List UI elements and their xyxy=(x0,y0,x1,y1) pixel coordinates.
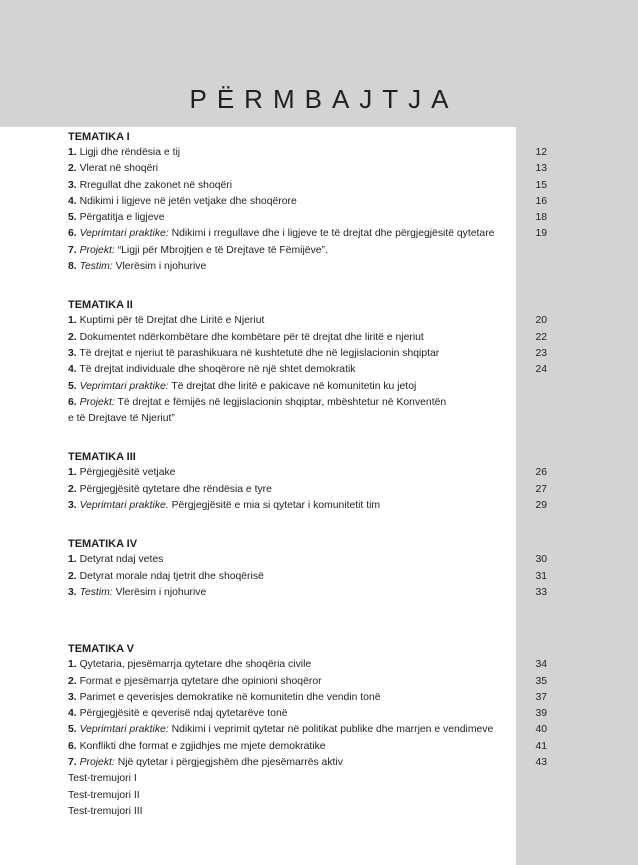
entry-number: 1. xyxy=(68,659,77,671)
toc-entry[interactable] xyxy=(68,379,548,395)
toc-entry[interactable] xyxy=(68,411,548,427)
entry-page-number: 18 xyxy=(535,212,547,224)
entry-number: 3. xyxy=(68,691,77,703)
entry-title: Ndikimi i rregullave dhe i ligjeve te të drejtat dhe përgjegjësitë qytetare xyxy=(171,228,495,240)
entry-number: 1. xyxy=(68,315,77,327)
toc-entry[interactable] xyxy=(68,771,548,787)
entry-label: Veprimtari praktike: xyxy=(79,228,169,240)
toc-entry[interactable] xyxy=(68,657,548,673)
toc-entry[interactable] xyxy=(68,210,548,226)
toc-entry[interactable] xyxy=(68,362,548,378)
entry-number: 6. xyxy=(68,740,77,752)
section-heading: TEMATIKA V xyxy=(68,643,134,656)
entry-title: e të Drejtave të Njeriut” xyxy=(68,413,175,425)
toc-section xyxy=(68,536,548,601)
entry-label: Veprimtari praktike: xyxy=(79,380,169,392)
entry-number: 1. xyxy=(68,554,77,566)
entry-page-number: 35 xyxy=(535,675,547,687)
toc-entry[interactable] xyxy=(68,346,548,362)
section-heading: TEMATIKA II xyxy=(68,299,133,312)
entry-title: “Ligji për Mbrojtjen e të Drejtave të Fëmijëve”. xyxy=(117,244,328,256)
toc-entry[interactable] xyxy=(68,313,548,329)
toc-entry[interactable] xyxy=(68,569,548,585)
entry-title: Rregullat dhe zakonet në shoqëri xyxy=(79,179,233,191)
entry-number: 3. xyxy=(68,586,77,598)
toc-entry[interactable] xyxy=(68,788,548,804)
entry-page-number: 40 xyxy=(535,724,547,736)
entry-title: Detyrat ndaj vetes xyxy=(79,554,164,566)
entry-title: Ndikimi i ligjeve në jetën vetjake dhe shoqërore xyxy=(79,195,297,207)
toc-section xyxy=(68,641,548,820)
entry-page-number: 16 xyxy=(535,195,547,207)
entry-title: Parimet e qeverisjes demokratike në komunitetin dhe vendin tonë xyxy=(79,691,381,703)
entry-title: Vlerësim i njohurive xyxy=(115,586,207,598)
toc-entry[interactable] xyxy=(68,226,548,242)
entry-title: Të drejtat e njeriut të parashikuara në kushtetutë dhe në legjislacionin shqiptar xyxy=(79,347,440,359)
toc-entry[interactable] xyxy=(68,194,548,210)
entry-page-number: 29 xyxy=(535,500,547,512)
entry-number: 2. xyxy=(68,163,77,175)
entry-number: 4. xyxy=(68,195,77,207)
entry-title: Qytetaria, pjesëmarrja qytetare dhe shoqëria civile xyxy=(79,659,312,671)
entry-page-number: 37 xyxy=(535,691,547,703)
entry-number: 3. xyxy=(68,347,77,359)
entry-label: Veprimtari praktike: xyxy=(79,724,169,736)
entry-title: Të drejtat individuale dhe shoqërore në një shtet demokratik xyxy=(79,364,356,376)
entry-page-number: 26 xyxy=(535,467,547,479)
entry-title: Një qytetar i përgjegjshëm dhe pjesëmarrës aktiv xyxy=(117,757,343,769)
entry-page-number: 31 xyxy=(535,570,547,582)
toc-entry[interactable] xyxy=(68,259,548,275)
entry-number: 1. xyxy=(68,147,77,158)
entry-number: 2. xyxy=(68,570,77,582)
entry-label: Testim: xyxy=(79,261,113,273)
entry-title: Vlerat në shoqëri xyxy=(79,163,159,175)
entry-page-number: 27 xyxy=(535,483,547,495)
entry-number: 6. xyxy=(68,228,77,240)
entry-title: Përgjegjësitë e mia si qytetar i komunitetit tim xyxy=(171,500,381,512)
entry-number: 2. xyxy=(68,675,77,687)
entry-title: Test-tremujori III xyxy=(68,805,143,817)
entry-page-number: 20 xyxy=(535,315,547,327)
page-title: PËRMBAJTJA xyxy=(189,84,459,114)
table-of-contents xyxy=(68,129,548,842)
entry-page-number: 33 xyxy=(535,586,547,598)
toc-entry[interactable] xyxy=(68,145,548,161)
entry-title: Format e pjesëmarrja qytetare dhe opinioni shoqëror xyxy=(79,675,322,687)
entry-page-number: 23 xyxy=(535,347,547,359)
entry-title: Detyrat morale ndaj tjetrit dhe shoqërisë xyxy=(79,570,264,582)
entry-number: 8. xyxy=(68,261,77,273)
entry-number: 6. xyxy=(68,396,77,408)
toc-entry[interactable] xyxy=(68,722,548,738)
entry-title: Përgjegjësitë vetjake xyxy=(79,467,176,479)
entry-page-number: 15 xyxy=(535,179,547,191)
toc-entry[interactable] xyxy=(68,395,548,411)
entry-number: 5. xyxy=(68,724,77,736)
entry-label: Testim: xyxy=(79,586,113,598)
entry-page-number: 22 xyxy=(535,331,547,343)
toc-entry[interactable] xyxy=(68,482,548,498)
entry-page-number: 34 xyxy=(535,659,547,671)
toc-entry[interactable] xyxy=(68,674,548,690)
entry-title: Përgatitja e ligjeve xyxy=(79,212,165,224)
toc-entry[interactable] xyxy=(68,465,548,481)
entry-page-number: 13 xyxy=(535,163,547,175)
entry-page-number: 24 xyxy=(535,364,547,376)
toc-entry[interactable] xyxy=(68,739,548,755)
entry-label: Veprimtari praktike. xyxy=(79,500,169,512)
entry-number: 4. xyxy=(68,364,77,376)
entry-title: Kuptimi për të Drejtat dhe Liritë e Njeriut xyxy=(79,315,265,327)
entry-number: 2. xyxy=(68,483,77,495)
entry-title: Konflikti dhe format e zgjidhjes me mjete demokratike xyxy=(79,740,326,752)
entry-title: Test-tremujori I xyxy=(68,773,137,785)
entry-title: Test-tremujori II xyxy=(68,789,140,801)
toc-entry[interactable] xyxy=(68,690,548,706)
entry-label: Projekt: xyxy=(79,396,115,408)
toc-entry[interactable] xyxy=(68,552,548,568)
entry-title: Përgjegjësitë qytetare dhe rëndësia e tyre xyxy=(79,483,272,495)
entry-title: Të drejtat e fëmijës në legjislacionin shqiptar, mbështetur në Konventën xyxy=(117,396,447,408)
entry-number: 5. xyxy=(68,212,77,224)
toc-section xyxy=(68,297,548,427)
entry-page-number: 41 xyxy=(535,740,547,752)
toc-entry[interactable] xyxy=(68,585,548,601)
toc-section xyxy=(68,129,548,275)
entry-page-number: 19 xyxy=(535,228,547,240)
entry-title: Vlerësim i njohurive xyxy=(115,261,207,273)
toc-entry[interactable] xyxy=(68,243,548,259)
toc-entry[interactable] xyxy=(68,498,548,514)
entry-label: Projekt: xyxy=(79,244,115,256)
entry-number: 1. xyxy=(68,467,77,479)
entry-number: 7. xyxy=(68,757,77,769)
toc-entry[interactable] xyxy=(68,706,548,722)
entry-title: Përgjegjësitë e qeverisë ndaj qytetarëve tonë xyxy=(79,708,288,720)
entry-page-number: 43 xyxy=(535,757,547,769)
entry-number: 3. xyxy=(68,500,77,512)
entry-number: 3. xyxy=(68,179,77,191)
section-heading: TEMATIKA I xyxy=(68,131,130,143)
entry-number: 2. xyxy=(68,331,77,343)
entry-page-number: 12 xyxy=(535,147,547,158)
toc-entry[interactable] xyxy=(68,178,548,194)
entry-page-number: 30 xyxy=(535,554,547,566)
entry-label: Projekt: xyxy=(79,757,115,769)
entry-number: 4. xyxy=(68,708,77,720)
entry-page-number: 39 xyxy=(535,708,547,720)
toc-section xyxy=(68,449,548,514)
entry-title: Ndikimi i veprimit qytetar në politikat publike dhe marrjen e vendimeve xyxy=(171,724,494,736)
section-heading: TEMATIKA IV xyxy=(68,538,138,551)
entry-title: Dokumentet ndërkombëtare dhe kombëtare për të drejtat dhe liritë e njeriut xyxy=(79,331,424,343)
toc-entry[interactable] xyxy=(68,804,548,820)
entry-title: Ligji dhe rëndësia e tij xyxy=(79,147,181,158)
entry-title: Të drejtat dhe liritë e pakicave në komunitetin ku jetoj xyxy=(171,380,417,392)
section-heading: TEMATIKA III xyxy=(68,451,136,464)
toc-entry[interactable] xyxy=(68,161,548,177)
toc-entry[interactable] xyxy=(68,330,548,346)
entry-number: 7. xyxy=(68,244,77,256)
toc-entry[interactable] xyxy=(68,755,548,771)
entry-number: 5. xyxy=(68,380,77,392)
